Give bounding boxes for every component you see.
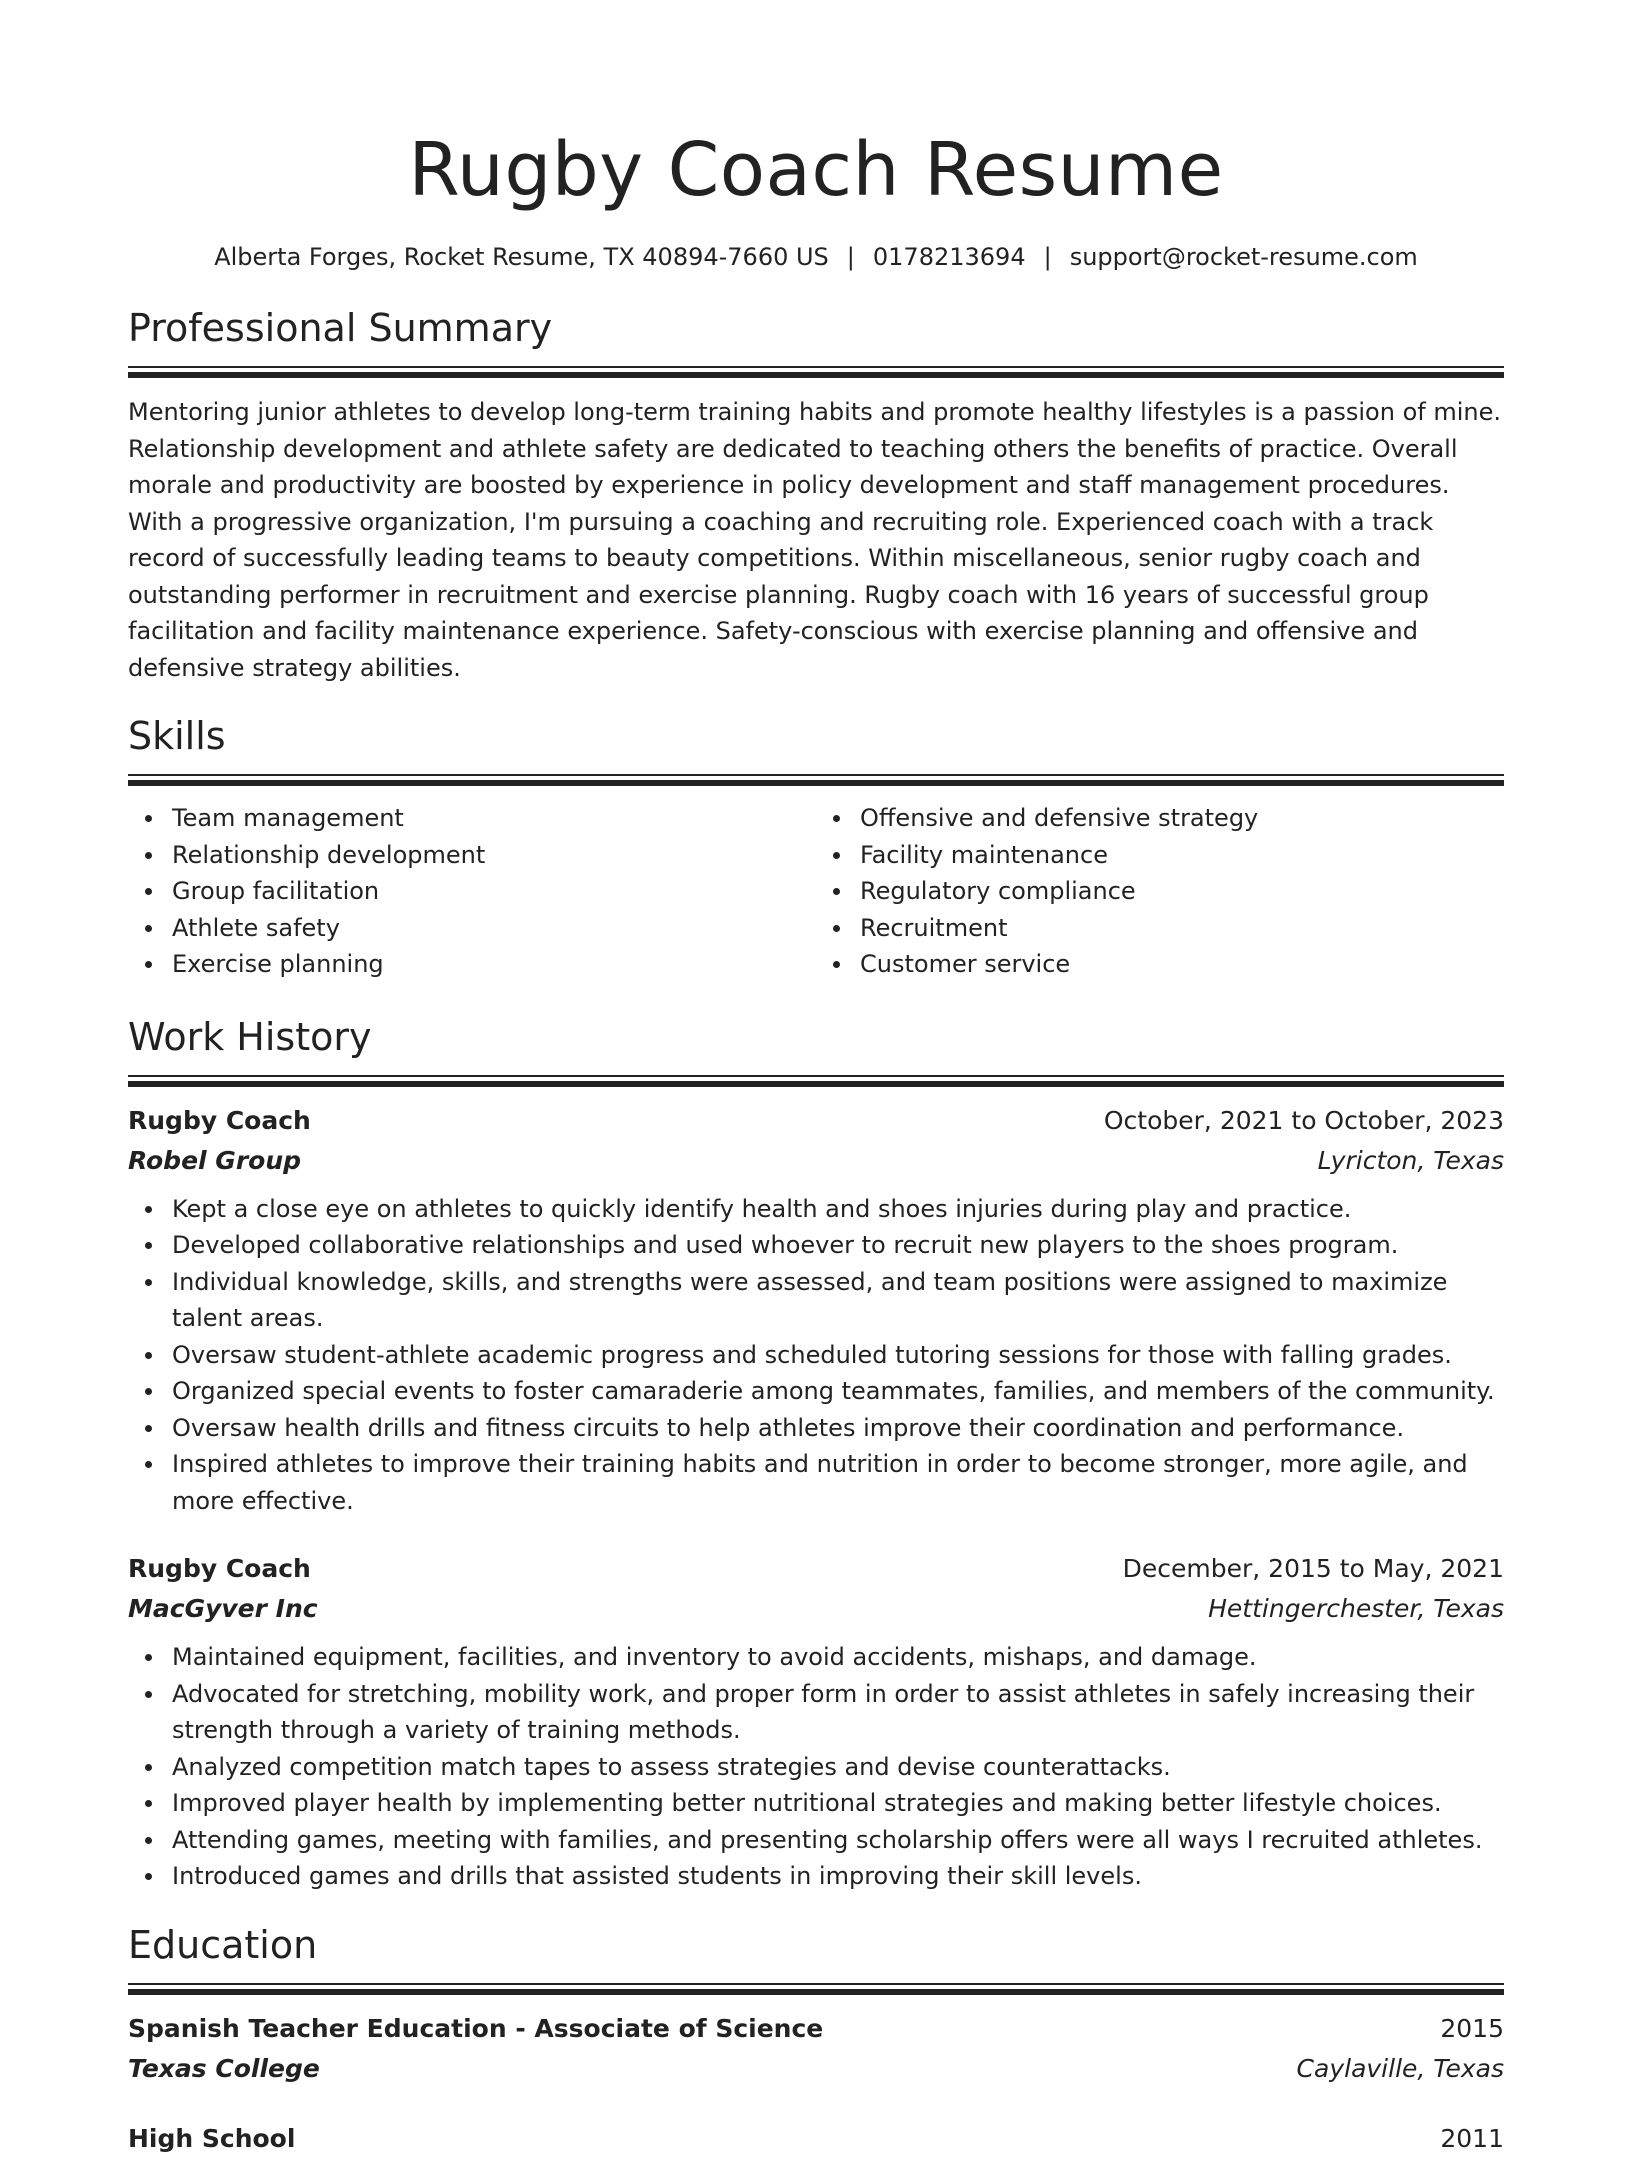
section-divider xyxy=(128,366,1504,376)
duty-item: Organized special events to foster camaraderie among teammates, families, and members of the community. xyxy=(172,1373,1504,1410)
duty-item: Oversaw student-athlete academic progress and scheduled tutoring sessions for those with falling grades. xyxy=(172,1337,1504,1374)
job-location: Hettingerchester, Texas xyxy=(1208,1594,1504,1623)
skill-item: Customer service xyxy=(860,946,1504,983)
skills-list xyxy=(128,800,1504,983)
job-dates: December, 2015 to May, 2021 xyxy=(1122,1554,1504,1583)
education-school: Texas College xyxy=(128,2053,320,2083)
duty-item: Maintained equipment, facilities, and inventory to avoid accidents, mishaps, and damage. xyxy=(172,1639,1504,1676)
contact-separator: | xyxy=(1043,243,1052,271)
skill-item: Exercise planning xyxy=(172,946,816,983)
contact-email: support@rocket-resume.com xyxy=(1069,243,1418,271)
job-company: Robel Group xyxy=(128,1145,302,1175)
resume-page xyxy=(128,0,1504,2159)
education-location: Caylaville, Texas xyxy=(1296,2053,1504,2083)
job-entry xyxy=(128,1101,1504,1520)
skill-item: Athlete safety xyxy=(172,910,816,947)
section-divider xyxy=(128,1075,1504,1085)
section-divider xyxy=(128,774,1504,784)
contact-phone: 0178213694 xyxy=(872,243,1026,271)
section-heading-education: Education xyxy=(128,1922,318,1967)
skill-item: Recruitment xyxy=(860,910,1504,947)
contact-line xyxy=(128,240,1504,274)
duty-item: Individual knowledge, skills, and strengths were assessed, and team positions were assigned to maximize talent areas. xyxy=(172,1264,1504,1337)
work-section xyxy=(128,1011,1504,1895)
skills-column-left xyxy=(128,800,816,983)
summary-text: Mentoring junior athletes to develop long-term training habits and promote healthy lifestyles is a passion of mine. Relationship development and athlete safety are dedicated to teaching others the benefits of practice. Overall morale and productivity are boosted by experience in policy development and staff management procedures. With a progressive organization, I'm pursuing a coaching and recruiting role. Experienced coach with a track record of successfully leading teams to beauty competitions. Within miscellaneous, senior rugby coach and outstanding performer in recruitment and exercise planning. Rugby coach with 16 years of successful group facilitation and facility maintenance experience. Safety-conscious with exercise planning and offensive and defensive strategy abilities. xyxy=(128,398,1501,682)
duty-item: Inspired athletes to improve their training habits and nutrition in order to become stronger, more agile, and more effective. xyxy=(172,1446,1504,1519)
duty-item: Introduced games and drills that assisted students in improving their skill levels. xyxy=(172,1858,1504,1895)
skill-item: Team management xyxy=(172,800,816,837)
section-heading-summary: Professional Summary xyxy=(128,306,553,350)
contact-separator: | xyxy=(846,243,855,271)
job-header xyxy=(128,1101,1504,1141)
education-header xyxy=(128,2119,1504,2159)
job-header xyxy=(128,1549,1504,1589)
skills-column-right xyxy=(816,800,1504,983)
education-entry xyxy=(128,2009,1504,2089)
section-heading-work: Work History xyxy=(128,1014,372,1059)
skill-item: Relationship development xyxy=(172,837,816,874)
section-heading-skills: Skills xyxy=(128,714,226,758)
section-divider xyxy=(128,1983,1504,1993)
duty-item: Oversaw health drills and fitness circuits to help athletes improve their coordination and performance. xyxy=(172,1410,1504,1447)
skill-item: Offensive and defensive strategy xyxy=(860,800,1504,837)
skill-item: Regulatory compliance xyxy=(860,873,1504,910)
education-subheader xyxy=(128,2049,1504,2089)
education-section xyxy=(128,1919,1504,2159)
duty-item: Analyzed competition match tapes to assess strategies and devise counterattacks. xyxy=(172,1749,1504,1786)
skill-item: Group facilitation xyxy=(172,873,816,910)
duty-item: Improved player health by implementing better nutritional strategies and making better lifestyle choices. xyxy=(172,1785,1504,1822)
job-duties xyxy=(128,1191,1504,1520)
resume-title: Rugby Coach Resume xyxy=(408,127,1224,213)
education-year: 2015 xyxy=(1440,2013,1504,2043)
skill-item: Facility maintenance xyxy=(860,837,1504,874)
job-duties xyxy=(128,1639,1504,1895)
duty-item: Advocated for stretching, mobility work, and proper form in order to assist athletes in safely increasing their strength through a variety of training methods. xyxy=(172,1676,1504,1749)
job-subheader xyxy=(128,1141,1504,1181)
job-title: Rugby Coach xyxy=(128,1105,311,1135)
job-title: Rugby Coach xyxy=(128,1554,311,1583)
duty-item: Kept a close eye on athletes to quickly identify health and shoes injuries during play and practice. xyxy=(172,1191,1504,1228)
job-location: Lyricton, Texas xyxy=(1317,1145,1504,1175)
education-degree: Spanish Teacher Education - Associate of Science xyxy=(128,2013,824,2043)
duty-item: Developed collaborative relationships and used whoever to recruit new players to the shoes program. xyxy=(172,1227,1504,1264)
job-entry xyxy=(128,1549,1504,1895)
job-dates: October, 2021 to October, 2023 xyxy=(1103,1105,1504,1135)
job-company: MacGyver Inc xyxy=(128,1594,318,1623)
education-header xyxy=(128,2009,1504,2049)
education-entry xyxy=(128,2119,1504,2159)
education-degree: High School xyxy=(128,2123,296,2153)
skills-section xyxy=(128,710,1504,983)
summary-section xyxy=(128,302,1504,686)
job-subheader xyxy=(128,1589,1504,1629)
duty-item: Attending games, meeting with families, and presenting scholarship offers were all ways I recruited athletes. xyxy=(172,1822,1504,1859)
contact-address: Alberta Forges, Rocket Resume, TX 40894-7660 US xyxy=(214,243,829,271)
education-year: 2011 xyxy=(1440,2123,1504,2153)
